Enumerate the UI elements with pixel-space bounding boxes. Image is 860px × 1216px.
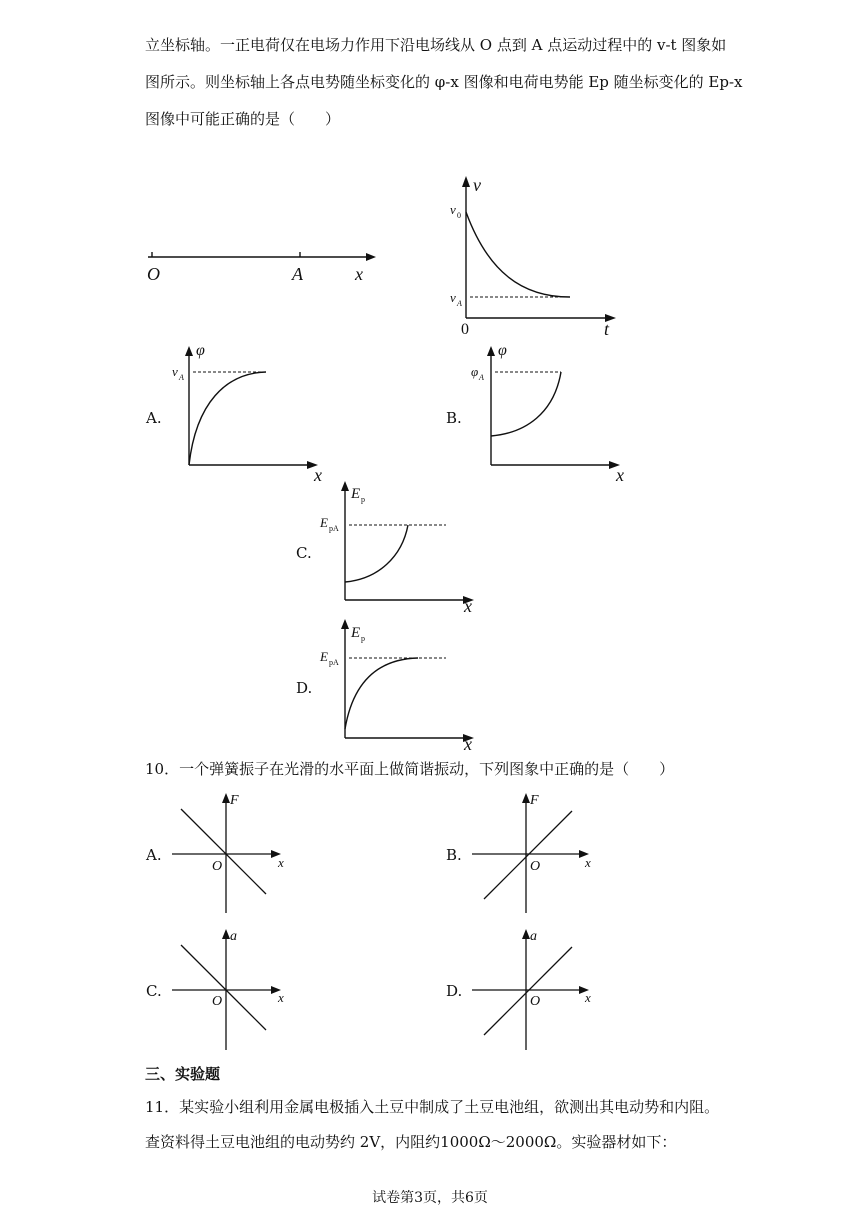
- point-a-label: A: [292, 264, 303, 284]
- svg-text:v: v: [172, 364, 178, 379]
- svg-text:pA: pA: [329, 524, 339, 533]
- q9-option-d-graph: [318, 612, 488, 754]
- option-c-label: C.: [296, 544, 312, 562]
- svg-text:F: F: [530, 793, 539, 808]
- svg-text:φ: φ: [498, 342, 507, 359]
- option-d-label: D.: [296, 679, 313, 697]
- section-heading: 三、实验题: [145, 1065, 221, 1083]
- q10-option-b-graph: [468, 788, 598, 918]
- q10-option-c-graph: [168, 922, 298, 1054]
- svg-text:v: v: [450, 290, 456, 305]
- svg-text:O: O: [530, 994, 541, 1009]
- vt-curve: [466, 212, 570, 297]
- svg-text:O: O: [212, 859, 223, 874]
- t-axis-label: t: [604, 319, 610, 339]
- x-axis-label: x: [355, 264, 363, 284]
- svg-text:O: O: [212, 994, 223, 1009]
- q10-option-d-graph: [468, 922, 598, 1054]
- svg-text:O: O: [530, 859, 541, 874]
- svg-text:x: x: [314, 465, 322, 485]
- svg-text:E: E: [351, 625, 361, 641]
- v-axis-label: v: [473, 175, 481, 195]
- svg-text:E: E: [320, 649, 328, 664]
- svg-text:pA: pA: [329, 658, 339, 667]
- svg-text:a: a: [230, 929, 237, 944]
- question-10-stem: 10．一个弹簧振子在光滑的水平面上做简谐振动，下列图象中正确的是（ ）: [145, 760, 675, 778]
- origin-label: O: [147, 264, 160, 284]
- q10-option-d-label: D.: [446, 982, 463, 1000]
- svg-text:p: p: [361, 634, 365, 643]
- svg-text:0: 0: [461, 321, 469, 338]
- svg-text:A: A: [457, 299, 462, 308]
- option-a-label: A.: [146, 409, 162, 427]
- svg-text:a: a: [530, 929, 537, 944]
- vt-graph: [440, 172, 620, 342]
- svg-text:x: x: [278, 990, 284, 1005]
- question-11-line-2: 查资料得土豆电池组的电动势约 2V，内阻约1000Ω～2000Ω。实验器材如下：: [145, 1133, 677, 1151]
- svg-text:x: x: [585, 855, 591, 870]
- question-text-line-3: 图像中可能正确的是（ ）: [145, 110, 341, 128]
- question-text-line-1: 立坐标轴。一正电荷仅在电场力作用下沿电场线从 O 点到 A 点运动过程中的 v-t 图象如: [145, 36, 727, 54]
- q9-option-b-graph: [466, 342, 636, 485]
- question-11-line-1: 11．某实验小组利用金属电极插入土豆中制成了土豆电池组，欲测出其电动势和内阻。: [145, 1098, 720, 1116]
- svg-text:x: x: [464, 734, 472, 754]
- svg-text:x: x: [278, 855, 284, 870]
- ox-axis-figure: [140, 240, 380, 290]
- page-footer: 试卷第3页，共6页: [372, 1190, 488, 1206]
- svg-text:E: E: [320, 515, 328, 530]
- q9-option-a-graph: [166, 342, 336, 485]
- svg-text:A: A: [179, 373, 184, 382]
- svg-text:x: x: [616, 465, 624, 485]
- svg-text:p: p: [361, 495, 365, 504]
- svg-text:0: 0: [457, 211, 461, 220]
- svg-text:F: F: [230, 793, 239, 808]
- question-text-line-2: 图所示。则坐标轴上各点电势随坐标变化的 φ-x 图像和电荷电势能 Ep 随坐标变化的 Ep-x: [145, 73, 743, 91]
- svg-text:φ: φ: [471, 364, 479, 379]
- q10-option-a-label: A.: [146, 846, 162, 864]
- svg-text:φ: φ: [196, 342, 205, 359]
- svg-text:v: v: [450, 202, 456, 217]
- q10-option-b-label: B.: [446, 846, 462, 864]
- svg-text:x: x: [585, 990, 591, 1005]
- svg-text:E: E: [351, 486, 361, 502]
- option-b-label: B.: [446, 409, 462, 427]
- svg-text:A: A: [479, 373, 484, 382]
- q10-option-a-graph: [168, 788, 298, 918]
- q10-option-c-label: C.: [146, 982, 162, 1000]
- q9-option-c-graph: [318, 477, 488, 616]
- svg-text:x: x: [464, 596, 472, 616]
